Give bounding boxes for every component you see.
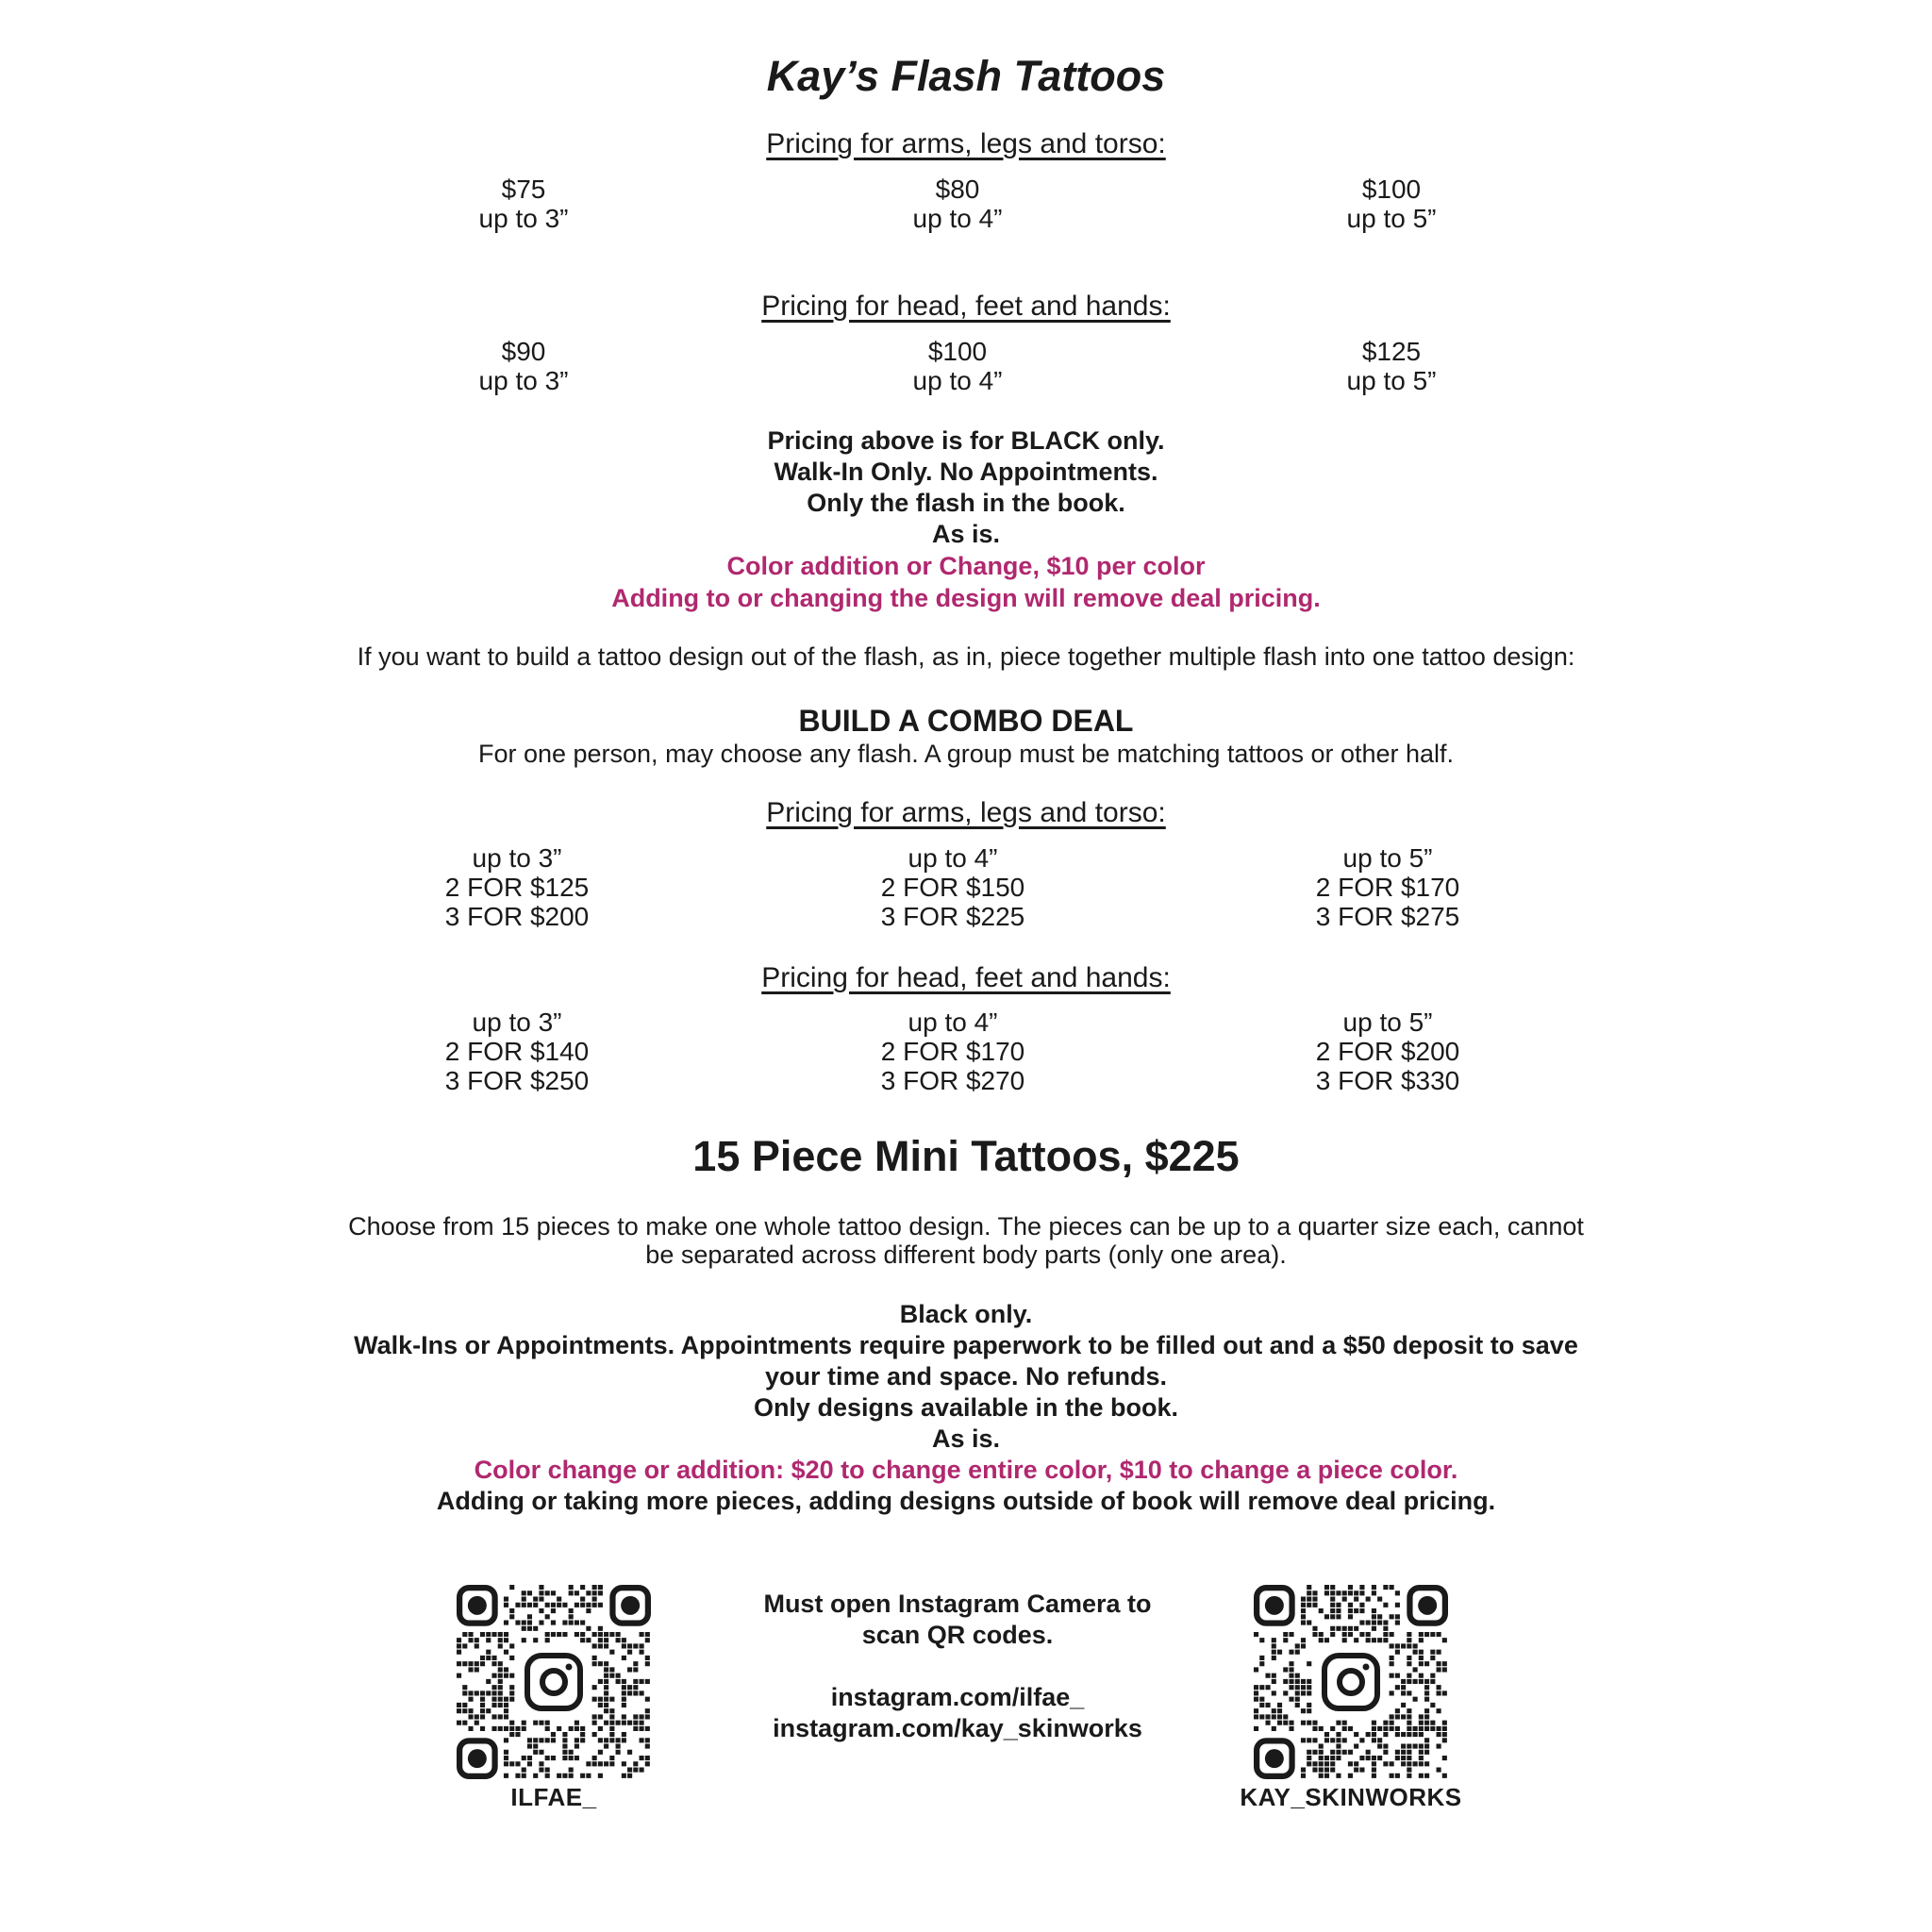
flash-rule: As is. xyxy=(931,520,1001,548)
three-price: 3 FOR $225 xyxy=(880,902,1025,931)
mini-rule: Walk-Ins or Appointments. Appointments require paperwork to be filled out and a $50 deposit to save xyxy=(354,1331,1578,1359)
flash-arms-price-3 xyxy=(1203,175,1580,233)
combo-arms-heading: Pricing for arms, legs and torso: xyxy=(766,797,1166,828)
qr-code-ilfae[interactable] xyxy=(457,1585,651,1779)
two-price: 2 FOR $200 xyxy=(1315,1037,1460,1066)
combo-head-price-1 xyxy=(328,1008,706,1095)
two-price: 2 FOR $170 xyxy=(1315,873,1460,902)
mini-color-note: Color change or addition: $20 to change entire color, $10 to change a piece color. xyxy=(474,1456,1458,1484)
combo-arms-price-1 xyxy=(328,843,706,931)
instagram-link-kay-skinworks[interactable]: instagram.com/kay_skinworks xyxy=(773,1714,1142,1742)
mini-rule: As is. xyxy=(931,1424,1001,1453)
instagram-link-ilfae[interactable]: instagram.com/ilfae_ xyxy=(830,1683,1085,1711)
combo-head-price-2 xyxy=(764,1008,1141,1095)
mini-rule: Only designs available in the book. xyxy=(753,1393,1179,1422)
three-price: 3 FOR $330 xyxy=(1315,1066,1460,1095)
flash-color-note: Color addition or Change, $10 per color xyxy=(726,552,1206,580)
mini-final-note: Adding or taking more pieces, adding designs outside of book will remove deal pricing. xyxy=(436,1487,1496,1515)
price-value: $100 xyxy=(1361,175,1422,204)
qr-code-image xyxy=(457,1585,651,1779)
price-value: $100 xyxy=(927,337,988,366)
price-value: $75 xyxy=(501,175,546,204)
instruction-line-2: scan QR codes. xyxy=(861,1621,1054,1649)
mini-description-line-1: Choose from 15 pieces to make one whole tattoo design. The pieces can be up to a quarter size each, cannot xyxy=(348,1212,1584,1241)
size-value: up to 5” xyxy=(1346,366,1437,395)
three-price: 3 FOR $275 xyxy=(1315,902,1460,931)
three-price: 3 FOR $250 xyxy=(444,1066,590,1095)
flash-head-price-2 xyxy=(769,337,1146,395)
price-value: $90 xyxy=(501,337,546,366)
qr-code-image xyxy=(1254,1585,1448,1779)
two-price: 2 FOR $125 xyxy=(444,873,590,902)
price-value: $80 xyxy=(935,175,980,204)
price-value: $125 xyxy=(1361,337,1422,366)
page-title: Kay’s Flash Tattoos xyxy=(766,52,1166,100)
mini-rule: Black only. xyxy=(899,1300,1033,1328)
mini-title: 15 Piece Mini Tattoos, $225 xyxy=(692,1132,1240,1180)
two-price: 2 FOR $140 xyxy=(444,1037,590,1066)
size-value: up to 5” xyxy=(1342,1008,1433,1037)
instagram-links xyxy=(712,1682,1203,1744)
size-value: up to 4” xyxy=(908,1008,998,1037)
flash-rule: Walk-In Only. No Appointments. xyxy=(774,458,1158,486)
two-price: 2 FOR $150 xyxy=(880,873,1025,902)
flash-head-heading: Pricing for head, feet and hands: xyxy=(761,291,1171,322)
instruction-line-1: Must open Instagram Camera to xyxy=(763,1590,1152,1618)
flash-head-price-3 xyxy=(1203,337,1580,395)
two-price: 2 FOR $170 xyxy=(880,1037,1025,1066)
size-value: up to 4” xyxy=(908,843,998,873)
instagram-instruction xyxy=(712,1589,1203,1651)
size-value: up to 3” xyxy=(472,843,562,873)
flash-arms-price-2 xyxy=(769,175,1146,233)
qr-label-kay-skinworks: KAY_SKINWORKS xyxy=(1240,1783,1462,1811)
mini-rule: your time and space. No refunds. xyxy=(764,1362,1168,1391)
size-value: up to 4” xyxy=(912,366,1003,395)
three-price: 3 FOR $270 xyxy=(880,1066,1025,1095)
size-value: up to 3” xyxy=(478,204,569,233)
flash-head-price-1 xyxy=(335,337,712,395)
size-value: up to 3” xyxy=(478,366,569,395)
combo-intro: If you want to build a tattoo design out of the flash, as in, piece together multiple flash into one tattoo design: xyxy=(357,642,1575,671)
combo-head-price-3 xyxy=(1199,1008,1576,1095)
size-value: up to 4” xyxy=(912,204,1003,233)
three-price: 3 FOR $200 xyxy=(444,902,590,931)
flash-arms-price-1 xyxy=(335,175,712,233)
size-value: up to 5” xyxy=(1342,843,1433,873)
flash-arms-heading: Pricing for arms, legs and torso: xyxy=(766,128,1166,159)
flash-rule: Only the flash in the book. xyxy=(807,489,1125,517)
combo-arms-price-3 xyxy=(1199,843,1576,931)
qr-code-kay-skinworks[interactable] xyxy=(1254,1585,1448,1779)
qr-label-ilfae: ILFAE_ xyxy=(510,1783,597,1811)
size-value: up to 5” xyxy=(1346,204,1437,233)
combo-head-heading: Pricing for head, feet and hands: xyxy=(761,962,1171,993)
combo-title: BUILD A COMBO DEAL xyxy=(798,704,1134,738)
flash-deal-note: Adding to or changing the design will remove deal pricing. xyxy=(611,584,1321,612)
combo-arms-price-2 xyxy=(764,843,1141,931)
flash-rule: Pricing above is for BLACK only. xyxy=(767,426,1165,455)
combo-subtitle: For one person, may choose any flash. A group must be matching tattoos or other half. xyxy=(477,740,1455,768)
size-value: up to 3” xyxy=(472,1008,562,1037)
mini-description-line-2: be separated across different body parts (only one area). xyxy=(645,1241,1287,1269)
